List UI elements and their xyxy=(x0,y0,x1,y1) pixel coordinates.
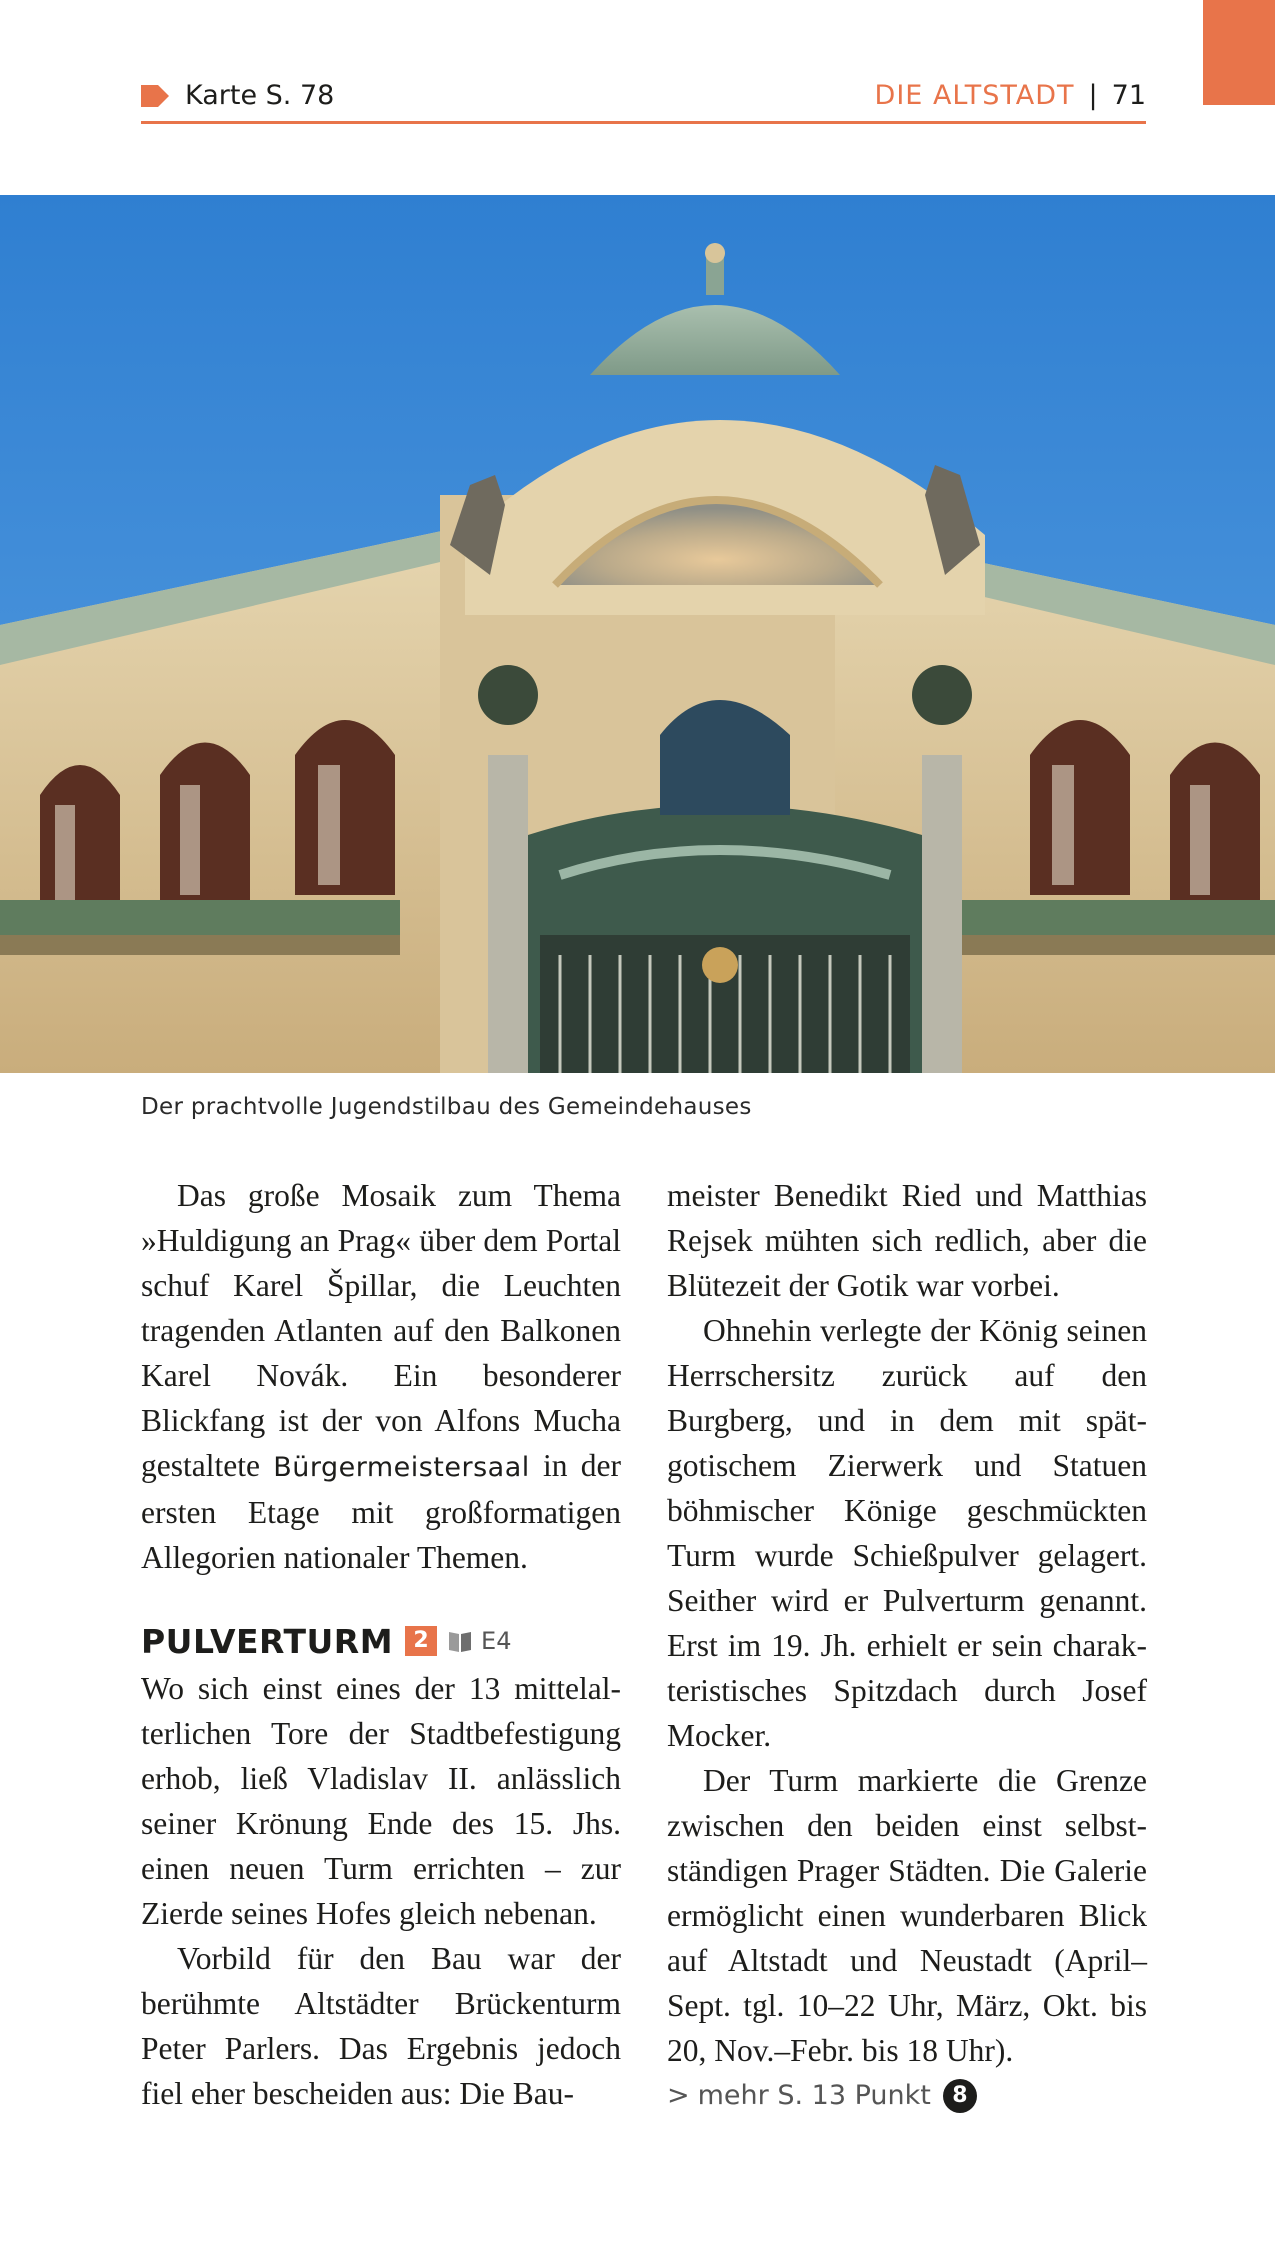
map-reference[interactable] xyxy=(141,80,334,111)
header-separator: | xyxy=(1088,80,1098,111)
paragraph-pulverturm-intro: Wo sich einst eines der 13 mittelalterlichen Tore der Stadtbefestigung erhob, ließ Vladislav II. anlässlich seiner Krönung Ende des 15. Jhs. einen neuen Turm errichten – zur Zierde seines Hofes gleich nebenan. xyxy=(141,1671,621,1931)
gemeindehaus-photo xyxy=(0,195,1275,1073)
paragraph-text: in der ersten Etage mit großformatigen Allegorien nationaler Themen. xyxy=(141,1448,621,1575)
arrow-right-icon xyxy=(141,85,169,107)
paragraph-baumeister: meister Benedikt Ried und Matthias Rejsek mühten sich redlich, aber die Blütezeit der Gotik war vorbei. xyxy=(667,1178,1147,1303)
text-column-left xyxy=(141,1173,621,2116)
paragraph-grenze: Der Turm markierte die Grenze zwischen den beiden einst selbstständigen Prager Städten. Die Galerie ermöglicht einen wunderbaren Blick auf Altstadt und Neustadt (April–Sept. tgl. 10–22 Uhr, März, Okt. bis 20, Nov.–Febr. bis 18 Uhr). xyxy=(667,1763,1147,2068)
highlight-buergermeistersaal: Bürgermeistersaal xyxy=(273,1452,530,1483)
paragraph-vorbild: Vorbild für den Bau war der berühmte Altstädter Brückenturm Peter Parlers. Das Ergebnis jedoch fiel eher bescheiden aus: Die Bau- xyxy=(141,1941,621,2111)
chevron-right-icon: > xyxy=(667,2080,690,2111)
chapter-tab-marker xyxy=(1203,0,1275,105)
page-number: 71 xyxy=(1111,80,1146,111)
text-column-right xyxy=(667,1173,1147,2118)
section-name: DIE ALTSTADT xyxy=(874,80,1075,111)
paragraph-text: Das große Mosaik zum Thema »Huldigung an Prag« über dem Portal schuf Karel Špillar, die Leuchten tragenden Atlanten auf den Balkonen Karel Novák. Ein besonderer Blickfang ist der von Alfons Mucha gestaltete xyxy=(141,1178,621,1483)
point-number-badge: 8 xyxy=(943,2079,977,2113)
page-header xyxy=(141,76,1146,124)
section-title: PULVERTURM xyxy=(141,1621,394,1661)
paragraph-mosaik xyxy=(141,1173,621,1580)
section-heading-pulverturm xyxy=(141,1616,621,1666)
more-info-text: mehr S. 13 Punkt xyxy=(697,2080,931,2111)
location-number-badge: 2 xyxy=(405,1626,437,1656)
more-info-link[interactable] xyxy=(667,2073,1147,2118)
building-facade-illustration xyxy=(0,195,1275,1073)
running-head xyxy=(875,80,1146,111)
map-reference-label: Karte S. 78 xyxy=(185,80,335,111)
map-book-icon xyxy=(447,1628,473,1654)
map-grid-reference: E4 xyxy=(481,1626,512,1655)
photo-caption: Der prachtvolle Jugendstilbau des Gemeindehauses xyxy=(141,1094,752,1120)
paragraph-herrschersitz: Ohnehin verlegte der König seinen Herrschersitz zurück auf den Burgberg, und in dem mit spätgotischem Zierwerk und Statuen böhmischer Könige geschmückten Turm wurde Schießpulver gelagert. Seither wird er Pulverturm genannt. Erst im 19. Jh. erhielt er sein charakteristisches Spitzdach durch Josef Mocker. xyxy=(667,1313,1147,1753)
